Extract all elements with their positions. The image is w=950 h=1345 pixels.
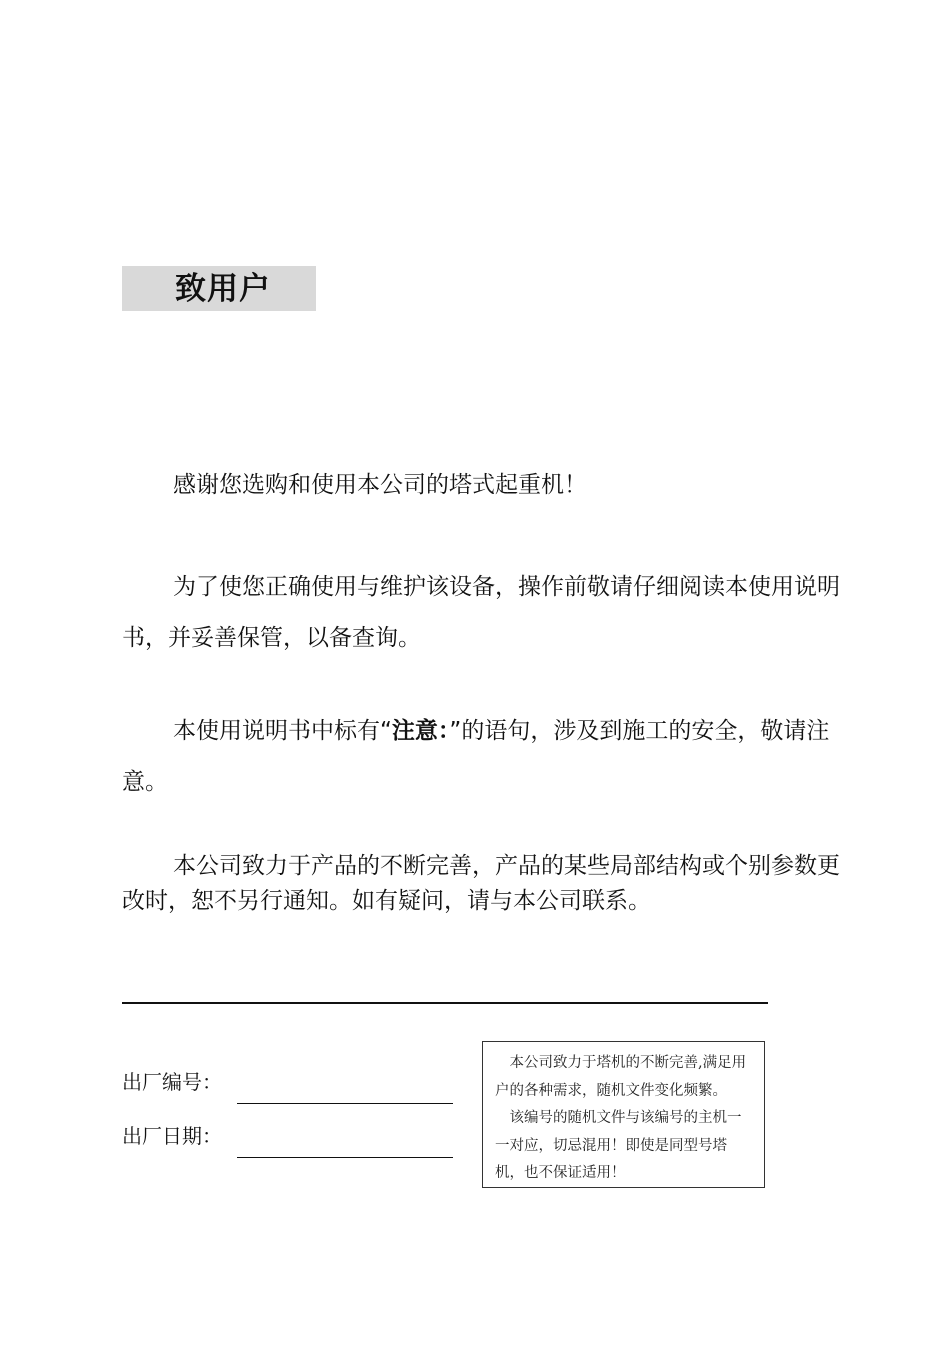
- serial-number-blank: [237, 1103, 453, 1104]
- title-banner: [122, 266, 316, 311]
- notice-box: [482, 1041, 765, 1188]
- section-divider: [122, 1002, 768, 1004]
- factory-date-blank: [237, 1157, 453, 1158]
- attention-paragraph: [122, 706, 862, 808]
- notice-line-2: 该编号的随机文件与该编号的主机一一对应，切忌混用！即使是同型号塔机，也不保证适用！: [495, 1110, 742, 1181]
- factory-date-label: 出厂日期：: [122, 1124, 222, 1148]
- page-title: 致用户: [175, 271, 271, 307]
- notice-line-1: 本公司致力于塔机的不断完善,满足用户的各种需求，随机文件变化频繁。: [495, 1055, 747, 1099]
- usage-paragraph: 为了使您正确使用与维护该设备，操作前敬请仔细阅读本使用说明书，并妥善保管，以备查询。: [122, 574, 840, 651]
- attention-keyword: 注意：: [391, 718, 450, 744]
- thanks-paragraph: 感谢您选购和使用本公司的塔式起重机！: [173, 472, 587, 498]
- attention-text-after: ”的语句，涉及到施工的安全，敬请注意。: [122, 718, 830, 795]
- attention-text-before: 本使用说明书中标有“: [173, 718, 392, 744]
- serial-number-label: 出厂编号：: [122, 1070, 222, 1094]
- improvement-paragraph: 本公司致力于产品的不断完善，产品的某些局部结构或个别参数更改时，恕不另行通知。如有疑问，请与本公司联系。: [122, 853, 840, 914]
